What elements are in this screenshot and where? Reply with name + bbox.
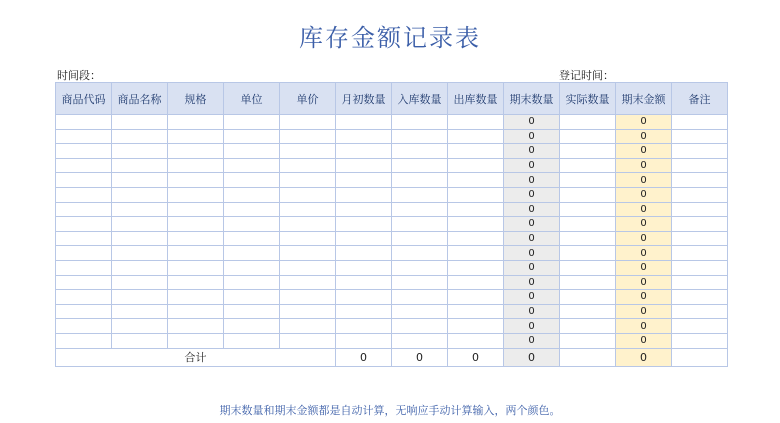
cell-remarks[interactable] xyxy=(672,275,728,290)
cell-remarks[interactable] xyxy=(672,304,728,319)
cell-unit[interactable] xyxy=(224,115,280,130)
cell-out-qty[interactable] xyxy=(448,115,504,130)
cell-spec[interactable] xyxy=(168,217,224,232)
cell-product-name[interactable] xyxy=(112,144,168,159)
col-header-remarks: 备注 xyxy=(672,83,728,115)
cell-spec[interactable] xyxy=(168,246,224,261)
cell-product-code[interactable] xyxy=(56,290,112,305)
cell-unit[interactable] xyxy=(224,158,280,173)
table-row xyxy=(56,187,728,202)
col-header-product-code: 商品代码 xyxy=(56,83,112,115)
cell-ending-amount[interactable]: 0 xyxy=(616,290,672,305)
table-row xyxy=(56,304,728,319)
cell-actual-qty[interactable] xyxy=(560,304,616,319)
cell-spec[interactable] xyxy=(168,129,224,144)
cell-out-qty[interactable] xyxy=(448,187,504,202)
cell-actual-qty[interactable] xyxy=(560,144,616,159)
cell-opening-qty[interactable] xyxy=(336,231,392,246)
cell-ending-amount[interactable]: 0 xyxy=(616,158,672,173)
table-row xyxy=(56,158,728,173)
table-row xyxy=(56,202,728,217)
cell-in-qty[interactable] xyxy=(392,202,448,217)
cell-in-qty[interactable] xyxy=(392,260,448,275)
cell-product-code[interactable] xyxy=(56,158,112,173)
cell-actual-qty[interactable] xyxy=(560,260,616,275)
cell-ending-amount[interactable]: 0 xyxy=(616,260,672,275)
cell-ending-qty[interactable]: 0 xyxy=(504,275,560,290)
total-actual-qty[interactable] xyxy=(560,348,616,366)
cell-ending-qty[interactable]: 0 xyxy=(504,173,560,188)
col-header-opening-qty: 月初数量 xyxy=(336,83,392,115)
cell-product-code[interactable] xyxy=(56,187,112,202)
cell-unit-price[interactable] xyxy=(280,187,336,202)
cell-out-qty[interactable] xyxy=(448,231,504,246)
cell-unit-price[interactable] xyxy=(280,231,336,246)
total-ending-amount[interactable]: 0 xyxy=(616,348,672,366)
cell-product-name[interactable] xyxy=(112,319,168,334)
cell-unit[interactable] xyxy=(224,217,280,232)
total-ending-qty[interactable]: 0 xyxy=(504,348,560,366)
col-header-in-qty: 入库数量 xyxy=(392,83,448,115)
cell-in-qty[interactable] xyxy=(392,275,448,290)
cell-actual-qty[interactable] xyxy=(560,231,616,246)
cell-ending-amount[interactable]: 0 xyxy=(616,319,672,334)
cell-ending-amount[interactable]: 0 xyxy=(616,202,672,217)
cell-product-name[interactable] xyxy=(112,275,168,290)
cell-actual-qty[interactable] xyxy=(560,319,616,334)
header-row xyxy=(56,83,728,115)
cell-remarks[interactable] xyxy=(672,260,728,275)
cell-opening-qty[interactable] xyxy=(336,202,392,217)
cell-actual-qty[interactable] xyxy=(560,187,616,202)
cell-ending-amount[interactable]: 0 xyxy=(616,304,672,319)
cell-ending-amount[interactable]: 0 xyxy=(616,173,672,188)
cell-product-code[interactable] xyxy=(56,333,112,348)
cell-ending-qty[interactable]: 0 xyxy=(504,231,560,246)
cell-unit-price[interactable] xyxy=(280,173,336,188)
cell-product-name[interactable] xyxy=(112,333,168,348)
cell-unit[interactable] xyxy=(224,246,280,261)
cell-spec[interactable] xyxy=(168,158,224,173)
cell-ending-qty[interactable]: 0 xyxy=(504,217,560,232)
cell-unit-price[interactable] xyxy=(280,290,336,305)
table-row xyxy=(56,173,728,188)
cell-spec[interactable] xyxy=(168,202,224,217)
cell-remarks[interactable] xyxy=(672,333,728,348)
cell-actual-qty[interactable] xyxy=(560,275,616,290)
cell-unit-price[interactable] xyxy=(280,129,336,144)
cell-ending-qty[interactable]: 0 xyxy=(504,187,560,202)
table-row xyxy=(56,115,728,130)
cell-product-name[interactable] xyxy=(112,260,168,275)
cell-unit-price[interactable] xyxy=(280,304,336,319)
cell-in-qty[interactable] xyxy=(392,333,448,348)
cell-spec[interactable] xyxy=(168,115,224,130)
table-row xyxy=(56,217,728,232)
table-row xyxy=(56,260,728,275)
cell-in-qty[interactable] xyxy=(392,319,448,334)
cell-ending-amount[interactable]: 0 xyxy=(616,333,672,348)
total-label: 合计 xyxy=(56,348,336,366)
col-header-product-name: 商品名称 xyxy=(112,83,168,115)
cell-ending-qty[interactable]: 0 xyxy=(504,319,560,334)
cell-ending-amount[interactable]: 0 xyxy=(616,246,672,261)
cell-out-qty[interactable] xyxy=(448,173,504,188)
cell-unit-price[interactable] xyxy=(280,144,336,159)
cell-unit[interactable] xyxy=(224,144,280,159)
cell-out-qty[interactable] xyxy=(448,129,504,144)
cell-unit-price[interactable] xyxy=(280,202,336,217)
cell-product-name[interactable] xyxy=(112,129,168,144)
cell-in-qty[interactable] xyxy=(392,173,448,188)
cell-spec[interactable] xyxy=(168,304,224,319)
cell-unit[interactable] xyxy=(224,202,280,217)
cell-remarks[interactable] xyxy=(672,115,728,130)
col-header-out-qty: 出库数量 xyxy=(448,83,504,115)
cell-unit[interactable] xyxy=(224,260,280,275)
cell-out-qty[interactable] xyxy=(448,304,504,319)
cell-product-name[interactable] xyxy=(112,173,168,188)
table-row xyxy=(56,129,728,144)
cell-out-qty[interactable] xyxy=(448,290,504,305)
cell-unit[interactable] xyxy=(224,275,280,290)
cell-out-qty[interactable] xyxy=(448,158,504,173)
cell-spec[interactable] xyxy=(168,187,224,202)
cell-actual-qty[interactable] xyxy=(560,246,616,261)
cell-ending-qty[interactable]: 0 xyxy=(504,115,560,130)
cell-product-code[interactable] xyxy=(56,246,112,261)
cell-opening-qty[interactable] xyxy=(336,115,392,130)
cell-product-code[interactable] xyxy=(56,260,112,275)
cell-actual-qty[interactable] xyxy=(560,333,616,348)
cell-product-code[interactable] xyxy=(56,129,112,144)
cell-in-qty[interactable] xyxy=(392,217,448,232)
cell-remarks[interactable] xyxy=(672,290,728,305)
cell-ending-qty[interactable]: 0 xyxy=(504,158,560,173)
record-time-label: 登记时间： xyxy=(559,69,614,82)
cell-opening-qty[interactable] xyxy=(336,260,392,275)
cell-unit-price[interactable] xyxy=(280,158,336,173)
col-header-spec: 规格 xyxy=(168,83,224,115)
total-row xyxy=(56,348,728,366)
col-header-unit: 单位 xyxy=(224,83,280,115)
cell-ending-qty[interactable]: 0 xyxy=(504,144,560,159)
cell-in-qty[interactable] xyxy=(392,144,448,159)
cell-actual-qty[interactable] xyxy=(560,173,616,188)
cell-unit[interactable] xyxy=(224,129,280,144)
cell-in-qty[interactable] xyxy=(392,129,448,144)
cell-in-qty[interactable] xyxy=(392,304,448,319)
table-row xyxy=(56,144,728,159)
cell-spec[interactable] xyxy=(168,144,224,159)
cell-ending-amount[interactable]: 0 xyxy=(616,217,672,232)
footnote: 期末数量和期末金额都是自动计算，无响应手动计算输入，两个颜色。 xyxy=(219,404,561,417)
cell-ending-qty[interactable]: 0 xyxy=(504,304,560,319)
table-row xyxy=(56,246,728,261)
cell-unit[interactable] xyxy=(224,173,280,188)
col-header-actual-qty: 实际数量 xyxy=(560,83,616,115)
cell-unit-price[interactable] xyxy=(280,217,336,232)
cell-opening-qty[interactable] xyxy=(336,304,392,319)
table-row xyxy=(56,319,728,334)
cell-product-code[interactable] xyxy=(56,217,112,232)
cell-remarks[interactable] xyxy=(672,231,728,246)
cell-ending-qty[interactable]: 0 xyxy=(504,202,560,217)
cell-spec[interactable] xyxy=(168,290,224,305)
cell-out-qty[interactable] xyxy=(448,144,504,159)
cell-product-name[interactable] xyxy=(112,231,168,246)
cell-remarks[interactable] xyxy=(672,144,728,159)
cell-in-qty[interactable] xyxy=(392,115,448,130)
cell-out-qty[interactable] xyxy=(448,202,504,217)
cell-ending-qty[interactable]: 0 xyxy=(504,290,560,305)
cell-opening-qty[interactable] xyxy=(336,129,392,144)
cell-out-qty[interactable] xyxy=(448,333,504,348)
page-title: 库存金额记录表 xyxy=(299,24,481,52)
cell-spec[interactable] xyxy=(168,275,224,290)
cell-product-name[interactable] xyxy=(112,187,168,202)
col-header-ending-qty: 期末数量 xyxy=(504,83,560,115)
cell-actual-qty[interactable] xyxy=(560,115,616,130)
total-out-qty[interactable]: 0 xyxy=(448,348,504,366)
period-label: 时间段： xyxy=(57,69,101,82)
cell-unit[interactable] xyxy=(224,304,280,319)
cell-out-qty[interactable] xyxy=(448,246,504,261)
cell-out-qty[interactable] xyxy=(448,217,504,232)
cell-ending-amount[interactable]: 0 xyxy=(616,231,672,246)
cell-remarks[interactable] xyxy=(672,173,728,188)
cell-opening-qty[interactable] xyxy=(336,275,392,290)
cell-opening-qty[interactable] xyxy=(336,290,392,305)
cell-spec[interactable] xyxy=(168,173,224,188)
cell-product-name[interactable] xyxy=(112,217,168,232)
cell-remarks[interactable] xyxy=(672,187,728,202)
cell-opening-qty[interactable] xyxy=(336,217,392,232)
table-row xyxy=(56,290,728,305)
cell-product-name[interactable] xyxy=(112,246,168,261)
cell-spec[interactable] xyxy=(168,333,224,348)
cell-in-qty[interactable] xyxy=(392,187,448,202)
cell-opening-qty[interactable] xyxy=(336,319,392,334)
cell-unit[interactable] xyxy=(224,319,280,334)
cell-product-code[interactable] xyxy=(56,202,112,217)
cell-product-name[interactable] xyxy=(112,115,168,130)
table-row xyxy=(56,231,728,246)
col-header-ending-amount: 期末金额 xyxy=(616,83,672,115)
cell-remarks[interactable] xyxy=(672,246,728,261)
cell-ending-qty[interactable]: 0 xyxy=(504,246,560,261)
cell-unit-price[interactable] xyxy=(280,333,336,348)
cell-unit[interactable] xyxy=(224,231,280,246)
cell-opening-qty[interactable] xyxy=(336,333,392,348)
cell-ending-qty[interactable]: 0 xyxy=(504,260,560,275)
inventory-table xyxy=(55,82,728,367)
cell-unit-price[interactable] xyxy=(280,115,336,130)
cell-product-code[interactable] xyxy=(56,275,112,290)
cell-out-qty[interactable] xyxy=(448,319,504,334)
cell-unit[interactable] xyxy=(224,290,280,305)
cell-out-qty[interactable] xyxy=(448,275,504,290)
cell-remarks[interactable] xyxy=(672,129,728,144)
cell-remarks[interactable] xyxy=(672,319,728,334)
cell-actual-qty[interactable] xyxy=(560,202,616,217)
cell-product-code[interactable] xyxy=(56,144,112,159)
cell-out-qty[interactable] xyxy=(448,260,504,275)
table-row xyxy=(56,275,728,290)
cell-in-qty[interactable] xyxy=(392,290,448,305)
cell-product-name[interactable] xyxy=(112,202,168,217)
cell-ending-amount[interactable]: 0 xyxy=(616,275,672,290)
cell-opening-qty[interactable] xyxy=(336,158,392,173)
cell-remarks[interactable] xyxy=(672,217,728,232)
cell-spec[interactable] xyxy=(168,260,224,275)
cell-unit-price[interactable] xyxy=(280,246,336,261)
cell-unit[interactable] xyxy=(224,333,280,348)
cell-spec[interactable] xyxy=(168,319,224,334)
cell-ending-qty[interactable]: 0 xyxy=(504,129,560,144)
cell-ending-amount[interactable]: 0 xyxy=(616,187,672,202)
cell-product-code[interactable] xyxy=(56,304,112,319)
cell-product-name[interactable] xyxy=(112,304,168,319)
cell-unit[interactable] xyxy=(224,187,280,202)
cell-spec[interactable] xyxy=(168,231,224,246)
cell-ending-amount[interactable]: 0 xyxy=(616,129,672,144)
cell-unit-price[interactable] xyxy=(280,319,336,334)
cell-ending-qty[interactable]: 0 xyxy=(504,333,560,348)
total-opening-qty[interactable]: 0 xyxy=(336,348,392,366)
cell-product-code[interactable] xyxy=(56,115,112,130)
cell-remarks[interactable] xyxy=(672,158,728,173)
cell-product-code[interactable] xyxy=(56,173,112,188)
cell-opening-qty[interactable] xyxy=(336,187,392,202)
table-row xyxy=(56,333,728,348)
cell-ending-amount[interactable]: 0 xyxy=(616,144,672,159)
cell-in-qty[interactable] xyxy=(392,246,448,261)
cell-product-name[interactable] xyxy=(112,158,168,173)
cell-actual-qty[interactable] xyxy=(560,217,616,232)
total-remarks[interactable] xyxy=(672,348,728,366)
cell-product-code[interactable] xyxy=(56,319,112,334)
cell-opening-qty[interactable] xyxy=(336,246,392,261)
cell-opening-qty[interactable] xyxy=(336,173,392,188)
cell-actual-qty[interactable] xyxy=(560,290,616,305)
cell-product-code[interactable] xyxy=(56,231,112,246)
cell-remarks[interactable] xyxy=(672,202,728,217)
cell-opening-qty[interactable] xyxy=(336,144,392,159)
col-header-unit-price: 单价 xyxy=(280,83,336,115)
cell-in-qty[interactable] xyxy=(392,231,448,246)
cell-actual-qty[interactable] xyxy=(560,129,616,144)
cell-actual-qty[interactable] xyxy=(560,158,616,173)
cell-ending-amount[interactable]: 0 xyxy=(616,115,672,130)
cell-product-name[interactable] xyxy=(112,290,168,305)
cell-unit-price[interactable] xyxy=(280,275,336,290)
cell-unit-price[interactable] xyxy=(280,260,336,275)
total-in-qty[interactable]: 0 xyxy=(392,348,448,366)
cell-in-qty[interactable] xyxy=(392,158,448,173)
